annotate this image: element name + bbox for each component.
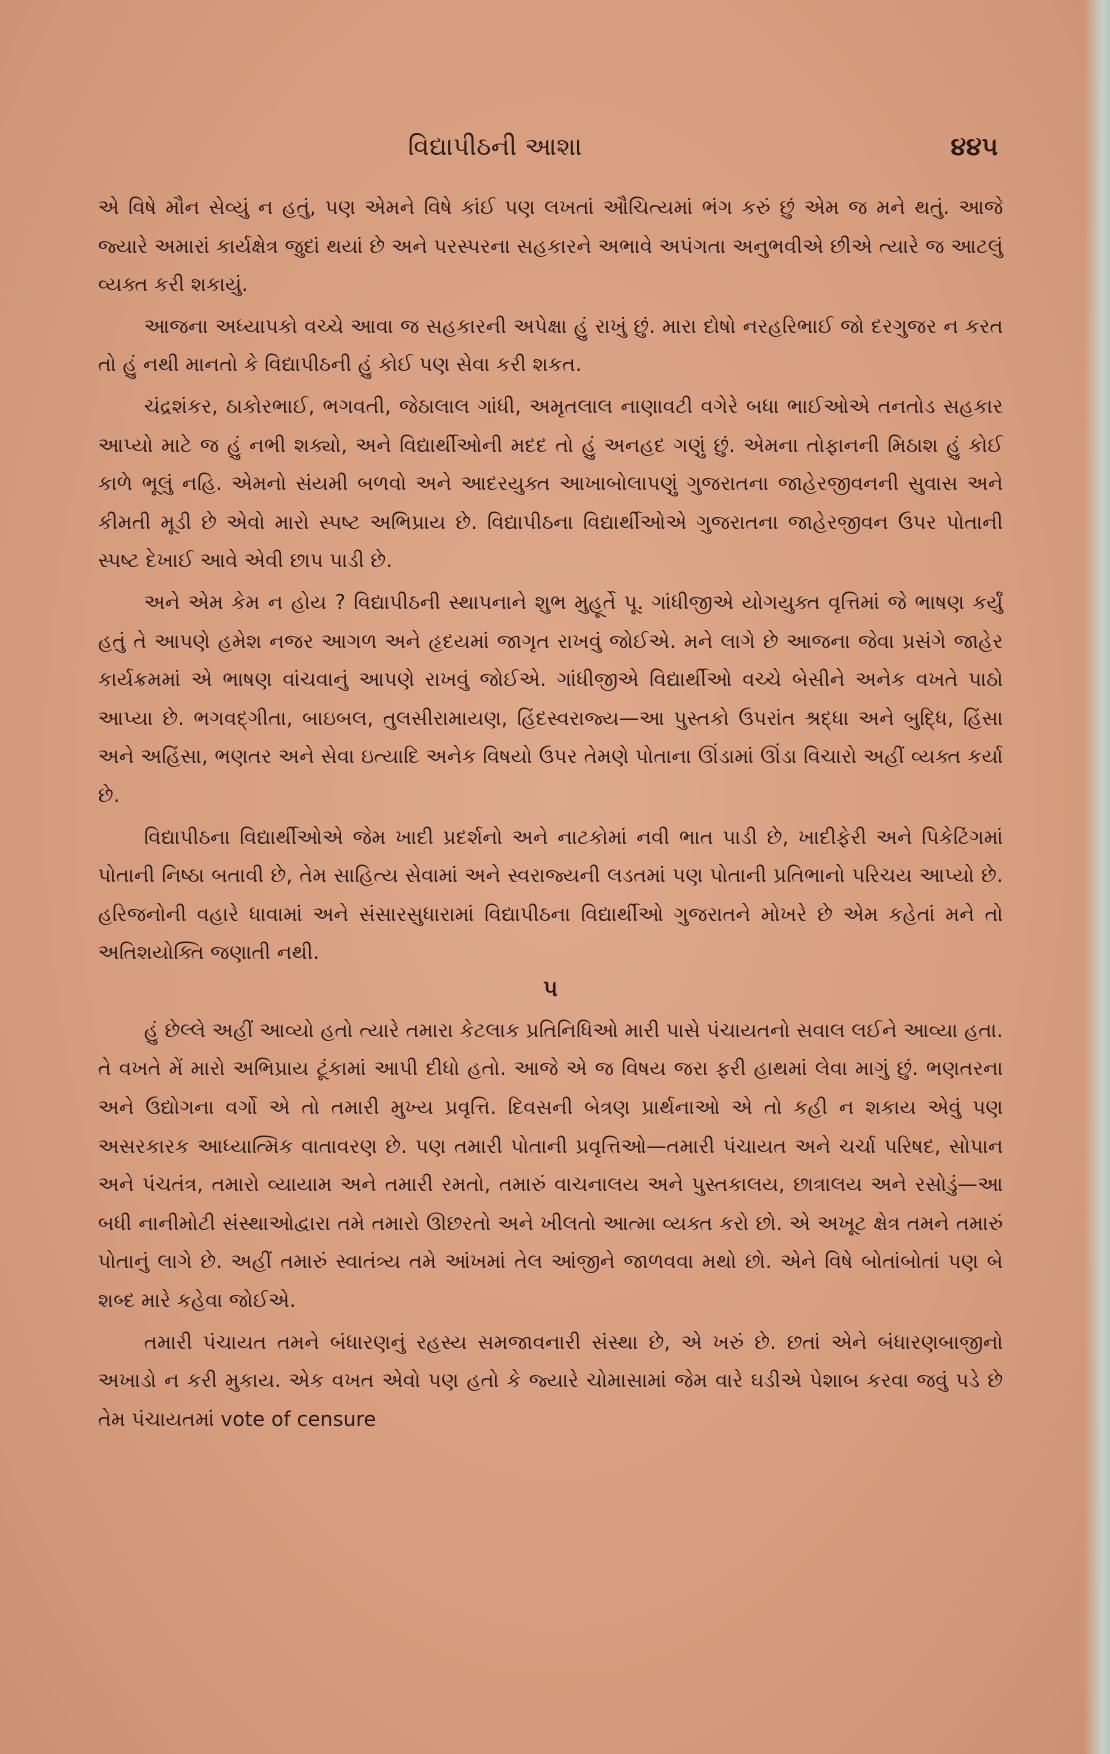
paragraph-6: હું છેલ્લે અહીં આવ્યો હતો ત્યારે તમારા કેટલાક પ્રતિનિધિઓ મારી પાસે પંચાયતનો સવાલ લઈને આવ્યા હતા. તે વખતે મેં મારો અભિપ્રાય ટૂંકામાં આપી દીધો હતો. આજે એ જ વિષય જરા ફરી હાથમાં લેવા માગું છું. ભણતરના અને ઉદ્યોગના વર્ગો એ તો તમારી મુખ્ય પ્રવૃત્તિ. દિવસની બેત્રણ પ્રાર્થનાઓ એ તો કહી ન શકાય એવું પણ અસરકારક આધ્યાત્મિક વાતાવરણ છે. પણ તમારી પોતાની પ્રવૃત્તિઓ—તમારી પંચાયત અને ચર્ચા પરિષદ, સોપાન અને પંચતંત્ર, તમારો વ્યાયામ અને તમારી રમતો, તમારું વાચનાલય અને પુસ્તકાલય, છાત્રાલય અને રસોડું—આ બધી નાનીમોટી સંસ્થાઓદ્વારા તમે તમારો ઊછરતો અને ખીલતો આત્મા વ્યક્ત કરો છો. એ અખૂટ ક્ષેત્ર તમને તમારું પોતાનું લાગે છે. અહીં તમારું સ્વાતંત્ર્ય તમે આંખમાં તેલ આંજીને જાળવવા મથો છો. એને વિષે બોતાંબોતાં પણ બે શબ્દ મારે કહેવા જોઈએ.: [98, 1017, 1003, 1313]
page-edge: [1084, 0, 1110, 1754]
section-number: ૫: [543, 976, 558, 1002]
page-header: [0, 132, 1110, 172]
paragraph-2: આજના અધ્યાપકો વચ્ચે આવા જ સહકારની અપેક્ષા હું રાખું છું. મારા દોષો નરહરિભાઈ જો દરગુજર ન કરત તો હું નથી માનતો કે વિદ્યાપીઠની હું કોઈ પણ સેવા કરી શકત.: [98, 313, 1003, 377]
page-number: ૪૪૫: [950, 132, 998, 161]
paragraph-1: એ વિષે મૌન સેવ્યું ન હતું, પણ એમને વિષે કાંઈ પણ લખતાં ઔચિત્યમાં ભંગ કરું છું એમ જ મને થતું. આજે જ્યારે અમારાં કાર્યક્ષેત્ર જુદાં થયાં છે અને પરસ્પરના સહકારને અભાવે અપંગતા અનુભવીએ છીએ ત્યારે જ આટલું વ્યક્ત કરી શકાયું.: [98, 195, 1003, 297]
running-title: વિદ્યાપીઠની આશા: [408, 132, 582, 161]
paragraph-7: તમારી પંચાયત તમને બંધારણનું રહસ્ય સમજાવનારી સંસ્થા છે, એ ખરું છે. છતાં એને બંધારણબાજીનો અખાડો ન કરી મુકાય. એક વખત એવો પણ હતો કે જ્યારે ચોમાસામાં જેમ વારે ઘડીએ પેશાબ કરવા જવું પડે છે તેમ પંચાયતમાં vote of censure: [98, 1329, 1003, 1431]
page-body: [98, 188, 1003, 1441]
paragraph-5: વિદ્યાપીઠના વિદ્યાર્થીઓએ જેમ ખાદી પ્રદર્શનો અને નાટકોમાં નવી ભાત પાડી છે, ખાદીફેરી અને પિકેટિંગમાં પોતાની નિષ્ઠા બતાવી છે, તેમ સાહિત્ય સેવામાં અને સ્વરાજ્યની લડતમાં પણ પોતાની પ્રતિભાનો પરિચય આપ્યો છે. હરિજનોની વહારે ધાવામાં અને સંસારસુધારામાં વિદ્યાપીઠના વિદ્યાર્થીઓ ગુજરાતને મોખરે છે એમ કહેતાં મને તો અતિશયોક્તિ જણાતી નથી.: [98, 824, 1003, 965]
paragraph-3: ચંદ્રશંકર, ઠાકોરભાઈ, ભગવતી, જેઠાલાલ ગાંધી, અમૃતલાલ નાણાવટી વગેરે બધા ભાઈઓએ તનતોડ સહકાર આપ્યો માટે જ હું નભી શક્યો, અને વિદ્યાર્થીઓની મદદ તો હું અનહદ ગણું છું. એમના તોફાનની મિઠાશ હું કોઈ કાળે ભૂલું નહિ. એમનો સંયમી બળવો અને આદરયુક્ત આખાબોલાપણું ગુજરાતના જાહેરજીવનની સુવાસ અને કીમતી મૂડી છે એવો મારો સ્પષ્ટ અભિપ્રાય છે. વિદ્યાપીઠના વિદ્યાર્થીઓએ ગુજરાતના જાહેરજીવન ઉપર પોતાની સ્પષ્ટ દેખાઈ આવે એવી છાપ પાડી છે.: [98, 393, 1003, 573]
paragraph-4: અને એમ કેમ ન હોય ? વિદ્યાપીઠની સ્થાપનાને શુભ મુહૂર્તે પૂ. ગાંધીજીએ યોગયુક્ત વૃત્તિમાં જે ભાષણ કર્યું હતું તે આપણે હમેશ નજર આગળ અને હૃદયમાં જાગૃત રાખવું જોઈએ. મને લાગે છે આજના જેવા પ્રસંગે જાહેર કાર્યક્રમમાં એ ભાષણ વાંચવાનું આપણે રાખવું જોઈએ. ગાંધીજીએ વિદ્યાર્થીઓ વચ્ચે બેસીને અનેક વખતે પાઠો આપ્યા છે. ભગવદ્ગીતા, બાઇબલ, તુલસીરામાયણ, હિંદસ્વરાજ્ય—આ પુસ્તકો ઉપરાંત શ્રદ્ધા અને બુદ્ધિ, હિંસા અને અહિંસા, ભણતર અને સેવા ઇત્યાદિ અનેક વિષયો ઉપર તેમણે પોતાના ઊંડામાં ઊંડા વિચારો અહીં વ્યક્ત કર્યા છે.: [98, 589, 1003, 807]
